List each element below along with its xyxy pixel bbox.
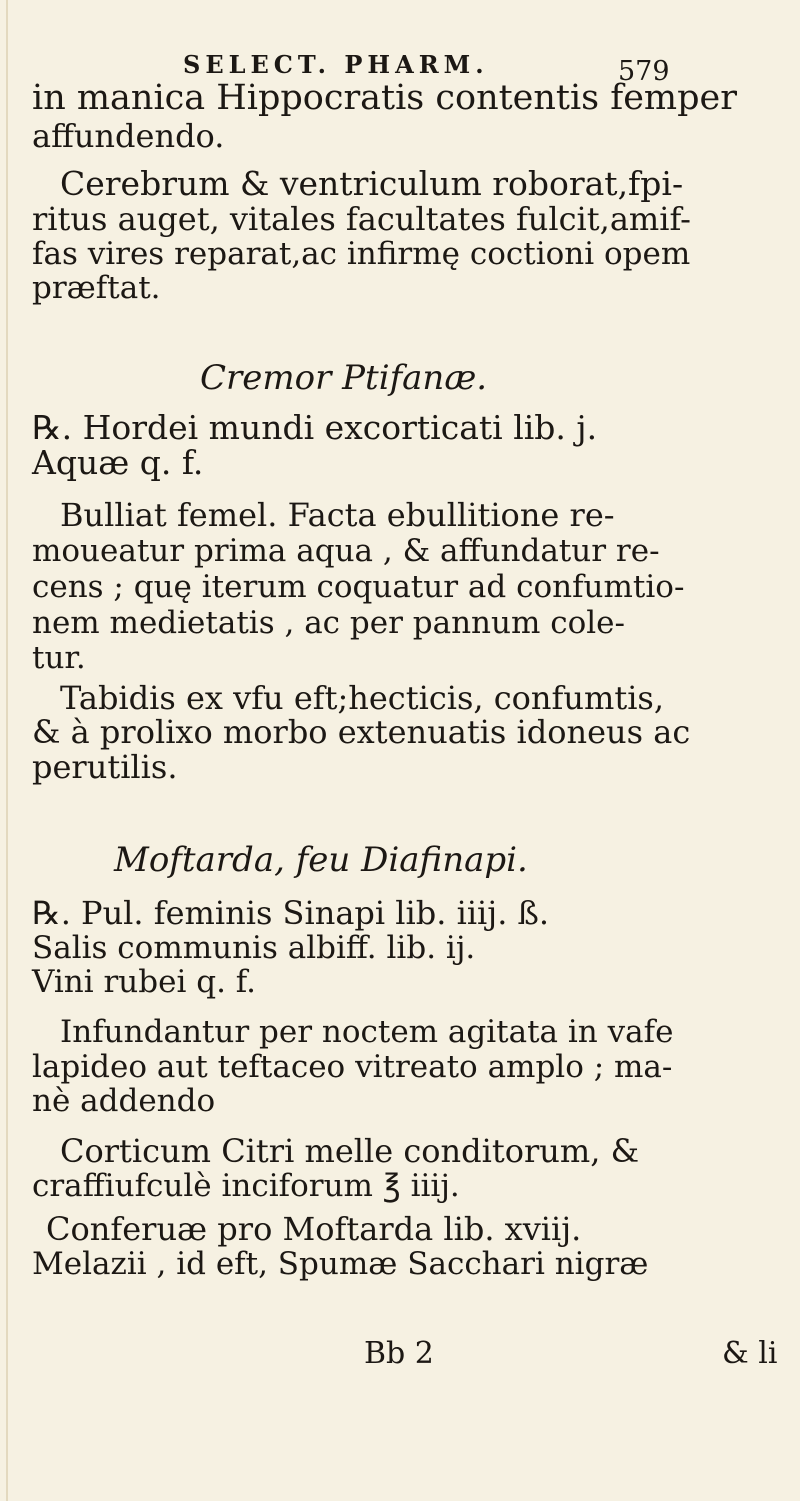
page-footer — [0, 1336, 800, 1372]
page-fold-shadow — [6, 0, 8, 1501]
ingredient-line: Aquæ q. f. — [32, 443, 204, 482]
text-line: lapideo aut teftaceo vitreato amplo ; ma- — [32, 1049, 673, 1085]
signature-mark: Bb 2 — [364, 1336, 434, 1371]
ingredient-line: Salis communis albiff. lib. ij. — [32, 930, 476, 966]
text-line: perutilis. — [32, 748, 178, 786]
text-line: fas vires reparat,ac infirmę coctioni opem — [32, 236, 691, 272]
ingredient-line: ℞. Hordei mundi excorticati lib. j. — [32, 408, 598, 447]
text-line: craffiufculè inciforum ℥ iiij. — [32, 1168, 460, 1204]
recipe-title: Cremor Ptifanæ. — [200, 358, 488, 398]
text-line: & à prolixo morbo extenuatis idoneus ac — [32, 713, 691, 751]
text-line: nè addendo — [32, 1083, 216, 1119]
text-line: Melazii , id eft, Spumæ Sacchari nigræ — [32, 1246, 649, 1282]
recipe-title: Moftarda, feu Diafinapi. — [114, 840, 528, 880]
text-line: nem medietatis , ac per pannum cole- — [32, 605, 625, 641]
running-head: SELECT. PHARM. — [183, 50, 489, 79]
catchword: & li — [722, 1336, 778, 1371]
text-line: tur. — [32, 640, 86, 676]
text-line: Conferuæ pro Moftarda lib. xviij. — [46, 1210, 582, 1248]
page-number: 579 — [618, 56, 670, 87]
ingredient-line: Vini rubei q. f. — [32, 964, 257, 1000]
text-line: moueatur prima aqua , & affundatur re- — [32, 533, 660, 569]
text-line: cens ; quę iterum coquatur ad confumtio- — [32, 569, 685, 605]
text-line: ritus auget, vitales facultates fulcit,amif- — [32, 200, 691, 238]
text-line: Infundantur per noctem agitata in vafe — [60, 1014, 674, 1050]
text-line: in manica Hippocratis contentis femper — [32, 78, 737, 118]
text-line: præftat. — [32, 270, 161, 306]
text-line: affundendo. — [32, 117, 225, 155]
ingredient-line: ℞. Pul. feminis Sinapi lib. iiij. ß. — [32, 894, 550, 932]
text-line: Bulliat femel. Facta ebullitione re- — [60, 496, 615, 534]
text-line: Tabidis ex vfu eft;hecticis, confumtis, — [60, 679, 665, 717]
text-line: Corticum Citri melle conditorum, & — [60, 1132, 640, 1170]
text-line: Cerebrum & ventriculum roborat,fpi- — [60, 164, 684, 203]
